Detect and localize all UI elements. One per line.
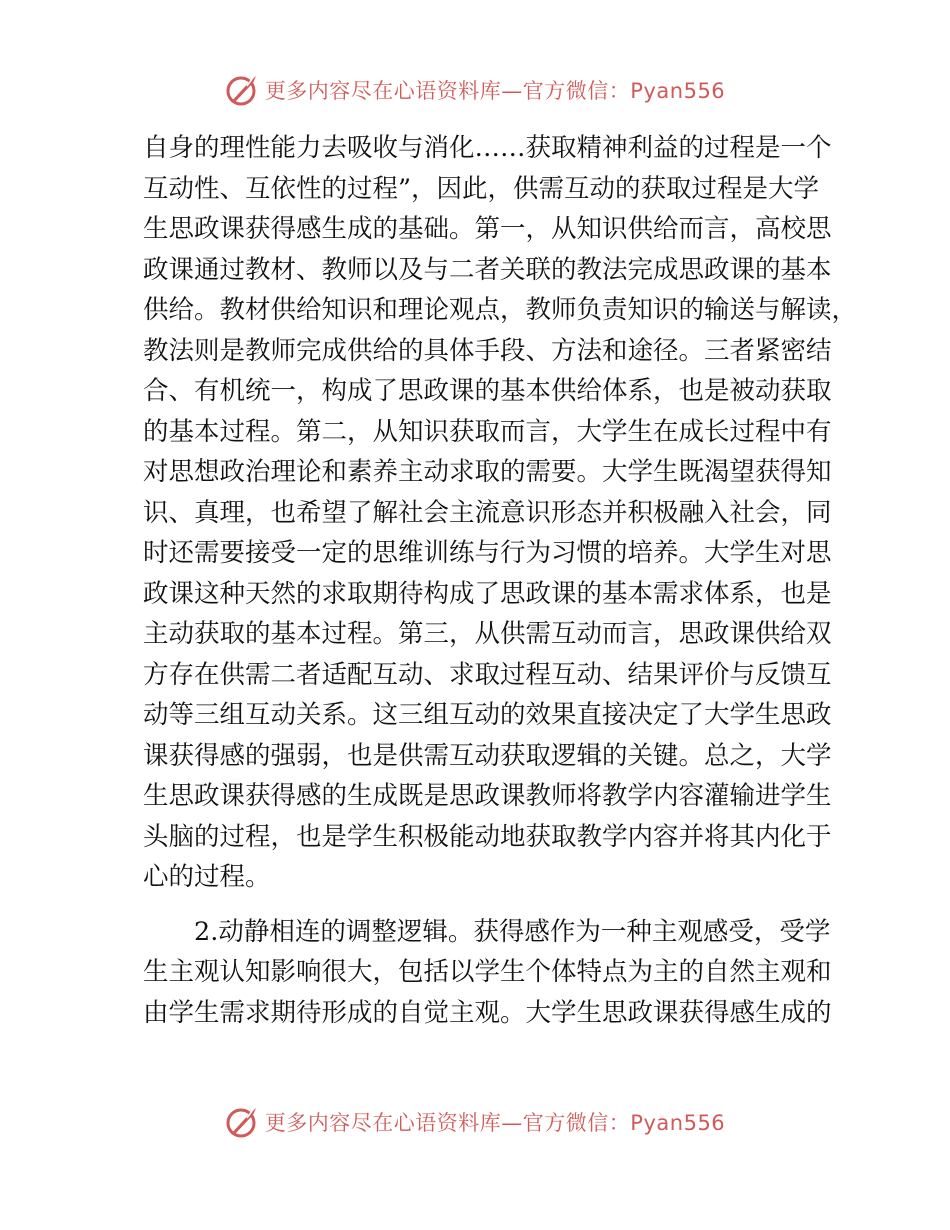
document-body xyxy=(143,128,858,1033)
pen-logo-icon xyxy=(225,72,261,108)
text-line: 合、有机统一，构成了思政课的基本供给体系，也是被动获取 xyxy=(143,376,832,406)
text-line: 生思政课获得感生成的基础。第一，从知识供给而言，高校思 xyxy=(143,214,832,244)
text-line: 课获得感的强弱，也是供需互动获取逻辑的关键。总之，大学 xyxy=(143,740,832,771)
text-line: 生思政课获得感的生成既是思政课教师将教学内容灌输进学生 xyxy=(143,781,832,811)
text-line: 2.动静相连的调整逻辑。获得感作为一种主观感受，受学 xyxy=(194,916,831,947)
paragraph-1 xyxy=(143,128,858,898)
pen-logo-icon xyxy=(225,1104,261,1140)
text-line: 由学生需求期待形成的自觉主观。大学生思政课获得感生成的 xyxy=(143,997,832,1028)
text-line: 政课通过教材、教师以及与二者关联的教法完成思政课的基本 xyxy=(143,254,832,285)
text-line: 心的过程。 xyxy=(143,862,271,892)
text-line: 主动获取的基本过程。第三，从供需互动而言，思政课供给双 xyxy=(143,619,832,649)
text-line: 生主观认知影响很大，包括以学生个体特点为主的自然主观和 xyxy=(143,957,832,987)
header-banner-text: 更多内容尽在心语资料库—官方微信：Pyan556 xyxy=(264,79,726,103)
text-line: 教法则是教师完成供给的具体手段、方法和途径。三者紧密结 xyxy=(143,335,832,366)
paragraph-spacer xyxy=(143,898,811,912)
footer-banner xyxy=(0,1102,950,1142)
text-line: 头脑的过程，也是学生积极能动地获取教学内容并将其内化于 xyxy=(143,821,832,852)
text-line: 供给。教材供给知识和理论观点，教师负责知识的输送与解读， xyxy=(143,295,858,325)
header-banner xyxy=(0,70,950,110)
text-line: 的基本过程。第二，从知识获取而言，大学生在成长过程中有 xyxy=(143,416,832,447)
text-line: 政课这种天然的求取期待构成了思政课的基本需求体系，也是 xyxy=(143,578,832,609)
text-line: 自身的理性能力去吸收与消化……获取精神利益的过程是一个 xyxy=(143,133,832,163)
text-line: 对思想政治理论和素养主动求取的需要。大学生既渴望获得知 xyxy=(143,457,832,487)
paragraph-2 xyxy=(143,912,832,1034)
text-line: 方存在供需二者适配互动、求取过程互动、结果评价与反馈互 xyxy=(143,659,832,690)
text-line: 识、真理，也希望了解社会主流意识形态并积极融入社会，同 xyxy=(143,497,832,528)
footer-banner-text: 更多内容尽在心语资料库—官方微信：Pyan556 xyxy=(264,1111,726,1135)
text-line: 互动性、互依性的过程”，因此，供需互动的获取过程是大学 xyxy=(143,173,820,204)
text-line: 时还需要接受一定的思维训练与行为习惯的培养。大学生对思 xyxy=(143,538,832,568)
text-line: 动等三组互动关系。这三组互动的效果直接决定了大学生思政 xyxy=(143,700,832,730)
